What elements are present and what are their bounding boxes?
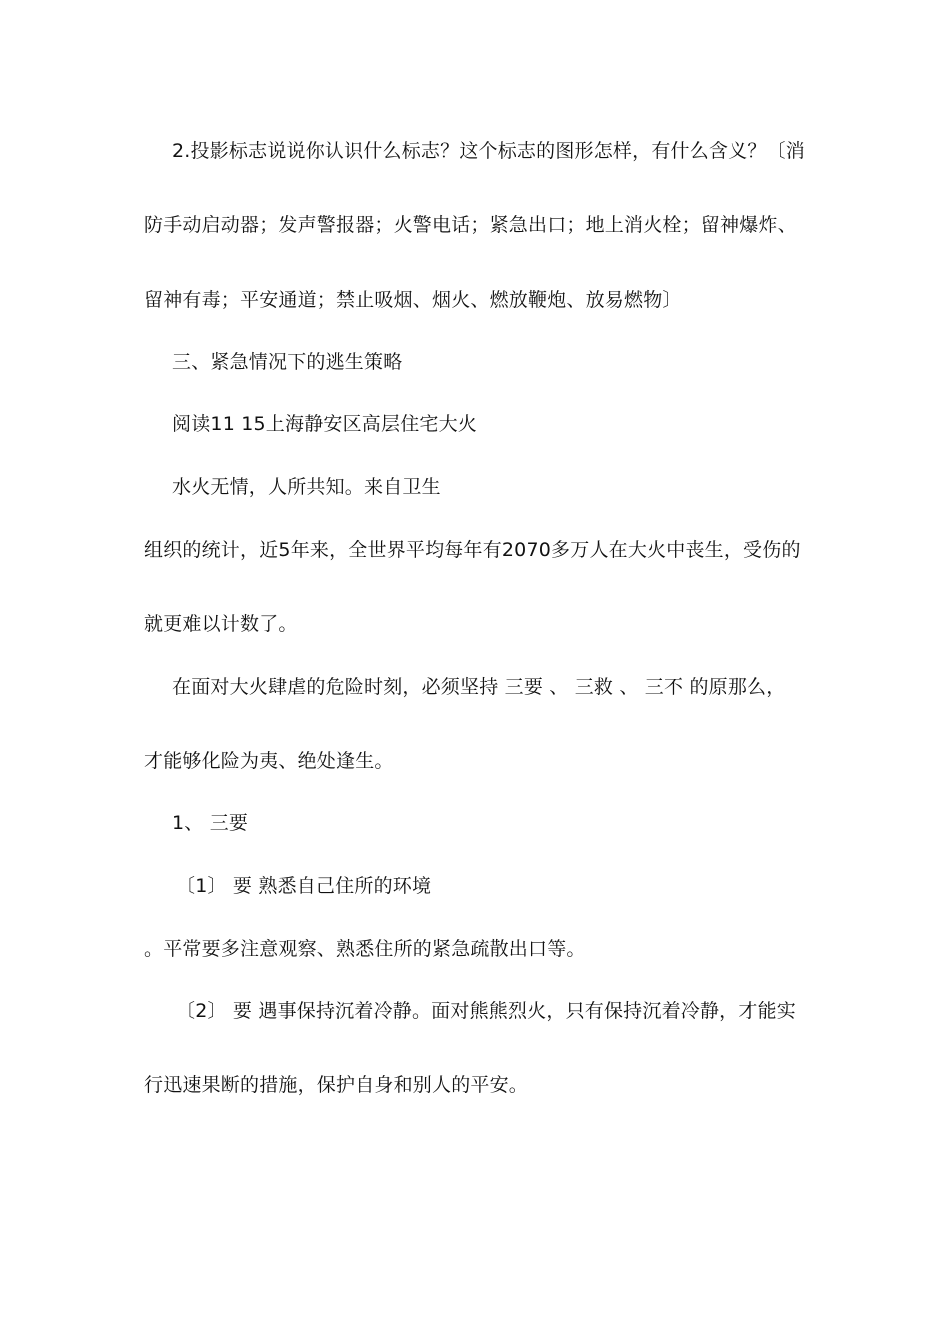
section-heading: 三、紧急情况下的逃生策略 [172, 351, 403, 373]
paragraph-line: 。平常要多注意观察、熟悉住所的紧急疏散出口等。 [144, 938, 586, 960]
paragraph-line: 防手动启动器；发声警报器；火警电话；紧急出口；地上消火栓；留神爆炸、 [144, 214, 797, 236]
paragraph-line: 行迅速果断的措施，保护自身和别人的平安。 [144, 1074, 529, 1096]
list-item: 〔2〕 要 遇事保持沉着冷静。面对熊熊烈火，只有保持沉着冷静，才能实 [176, 1000, 796, 1022]
paragraph-line: 在面对大火肆虐的危险时刻，必须坚持 三要 、 三救 、 三不 的原那么， [172, 676, 786, 698]
list-item: 〔1〕 要 熟悉自己住所的环境 [176, 875, 432, 897]
paragraph-line: 留神有毒；平安通道；禁止吸烟、烟火、燃放鞭炮、放易燃物〕 [144, 289, 682, 311]
paragraph-line: 才能够化险为夷、绝处逢生。 [144, 750, 394, 772]
paragraph-line: 组织的统计，近5年来，全世界平均每年有2070多万人在大火中丧生，受伤的 [144, 539, 801, 561]
paragraph-line: 2.投影标志说说你认识什么标志？这个标志的图形怎样，有什么含义？〔消 [172, 140, 805, 162]
paragraph-line: 阅读11 15上海静安区高层住宅大火 [172, 413, 477, 435]
paragraph-line: 水火无情，人所共知。来自卫生 [172, 476, 441, 498]
list-heading: 1、 三要 [172, 812, 249, 834]
paragraph-line: 就更难以计数了。 [144, 613, 298, 635]
